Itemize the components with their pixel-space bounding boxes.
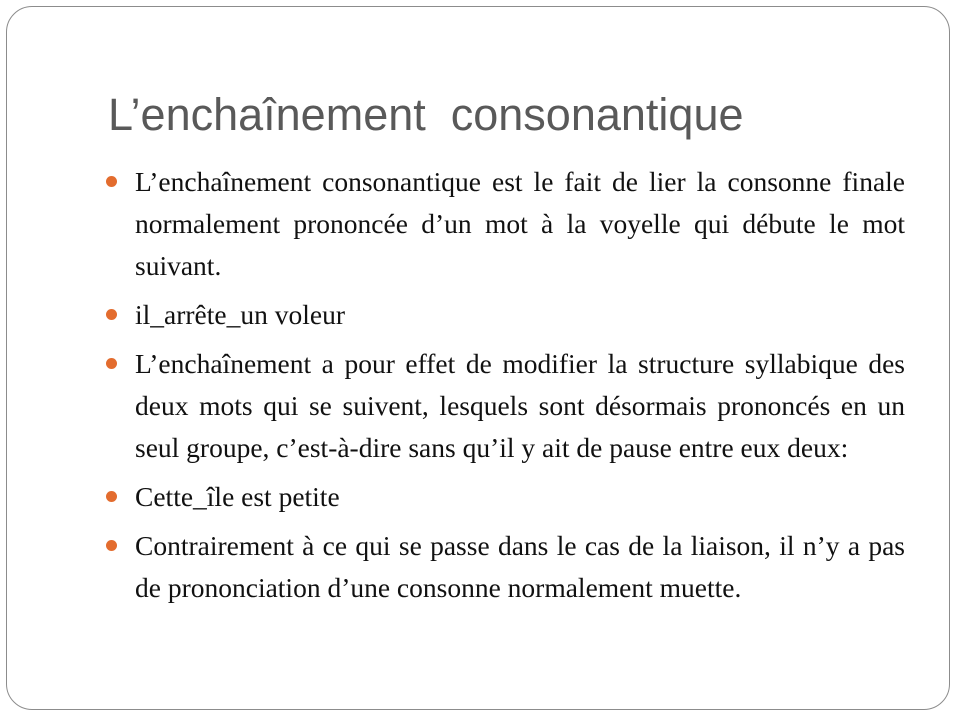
bullet-text: il_arrête_un voleur	[135, 299, 345, 330]
bullet-dot-icon	[106, 309, 117, 320]
bullet-list	[135, 161, 905, 616]
bullet-text: Contrairement à ce qui se passe dans le cas de la liaison, il n’y a pas de prononciation d’une consonne normalement muette.	[135, 530, 905, 603]
bullet-item	[135, 161, 905, 287]
bullet-item	[135, 294, 905, 336]
bullet-text: L’enchaînement consonantique est le fait de lier la consonne finale normalement prononcée d’un mot à la voyelle qui débute le mot suivant.	[135, 166, 905, 281]
bullet-item	[135, 525, 905, 609]
slide	[6, 6, 950, 710]
slide-title: L’enchaînement consonantique	[108, 89, 744, 140]
bullet-text: Cette_île est petite	[135, 481, 340, 512]
bullet-item	[135, 476, 905, 518]
bullet-dot-icon	[106, 358, 117, 369]
bullet-item	[135, 343, 905, 469]
bullet-dot-icon	[106, 491, 117, 502]
bullet-dot-icon	[106, 176, 117, 187]
bullet-text: L’enchaînement a pour effet de modifier la structure syllabique des deux mots qui se suivent, lesquels sont désormais prononcés en un seul groupe, c’est-à-dire sans qu’il y ait de pause entre eux deux:	[135, 348, 905, 463]
bullet-dot-icon	[106, 540, 117, 551]
